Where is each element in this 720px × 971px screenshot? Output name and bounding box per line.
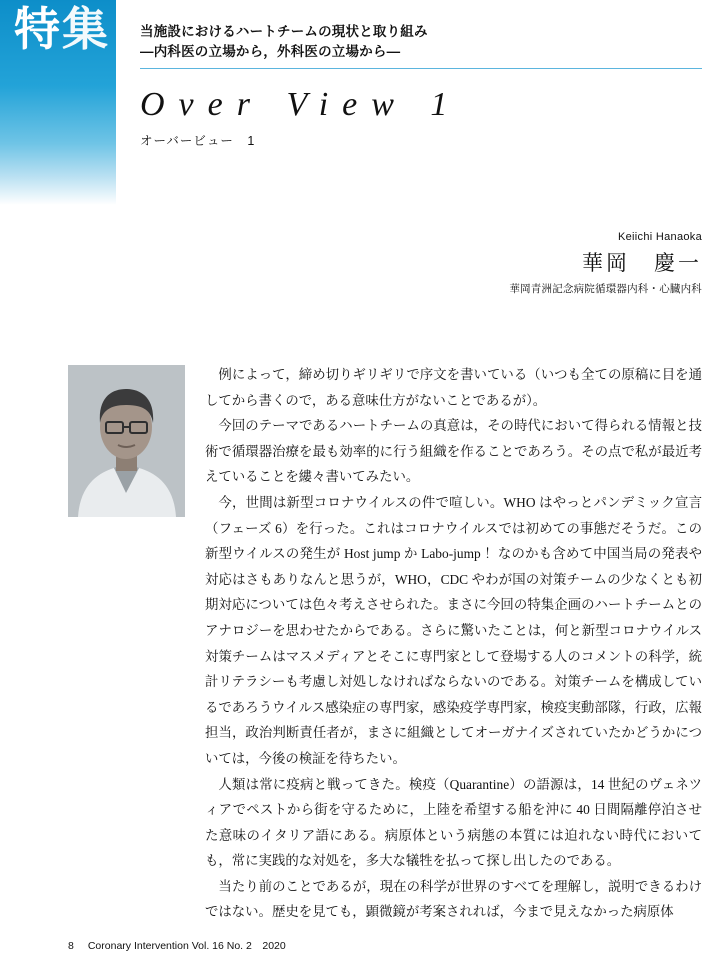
article-body — [205, 362, 702, 925]
body-paragraph: 当たり前のことであるが，現在の科学が世界のすべてを理解し，説明できるわけではない。歴史を見ても，顕微鏡が考案されれば，今まで見えなかった病原体 — [205, 878, 702, 920]
feature-banner-label — [14, 6, 110, 54]
journal-citation: Coronary Intervention Vol. 16 No. 2 2020 — [87, 940, 286, 952]
author-name-jp: 華岡 慶一 — [582, 251, 702, 275]
page-number: 8 — [68, 940, 74, 952]
author-affiliation: 華岡青洲記念病院循環器内科・心臓内科 — [509, 283, 702, 295]
header-divider — [140, 68, 702, 69]
author-name-en: Keiichi Hanaoka — [618, 231, 702, 243]
article-header — [140, 22, 685, 63]
page-footer — [68, 938, 286, 953]
body-paragraph: 人類は常に疫病と戦ってきた。検疫（Quarantine）の語源は，14 世紀のヴェネツィアでペストから街を守るために，上陸を希望する船を沖に 40 日間隔離停泊させた意味のイタリア語にある。病原体という病態の本質には迫れない時代においても，常に実践的な対処を，多大な犠牲を払って探し出したのである。 — [205, 776, 702, 869]
banner-kanji-2: 集 — [62, 4, 110, 55]
body-paragraph: 今，世間は新型コロナウイルスの件で喧しい。WHO はやっとパンデミック宣言（フェーズ 6）を行った。これはコロナウイルスでは初めての事態だそうだ。この新型ウイルスの発生が Host jump か Labo-jump ！なのかも含めて中国当局の発表や対応はさもありなんと思うが，WHO，CDC やわが国の対策チームの少なくとも初期対応については色々考えさせられた。まさに今回の特集企画のハートチームとのアナロジーを思わせたからである。さらに驚いたことは，何と新型コロナウイルス対策チームはマスメディアとそこに専門家として登場する人のコメントの科学，統計リテラシーも考慮し対処しなければならないのである。対策チームを構成しているであろうウイルス感染症の専門家，感染疫学専門家，検疫実動部隊，行政，広報担当，政治判断責任者が，まさに組織としてオーガナイズされていたかどうかについては，今後の検証を待ちたい。 — [205, 494, 702, 766]
overview-title: Over View 1 — [140, 86, 462, 123]
author-portrait — [68, 365, 185, 517]
header-title-line2: ―内科医の立場から，外科医の立場から― — [140, 44, 401, 60]
banner-kanji-1: 特 — [14, 4, 62, 55]
overview-subtitle: オーバービュー 1 — [140, 134, 256, 148]
body-paragraph: 例によって，締め切りギリギリで序文を書いている（いつも全ての原稿に目を通してから書くので，ある意味仕方がないことであるが）。 — [205, 367, 702, 408]
body-paragraph: 今回のテーマであるハートチームの真意は，その時代において得られる情報と技術で循環器治療を最も効率的に行う組織を作ることであろう。その点で私が最近考えていることを縷々書いてみたい。 — [205, 418, 702, 485]
feature-banner — [0, 0, 116, 205]
portrait-illustration — [68, 365, 185, 517]
author-block — [282, 231, 702, 296]
header-title-line1: 当施設におけるハートチームの現状と取り組み — [140, 24, 428, 39]
